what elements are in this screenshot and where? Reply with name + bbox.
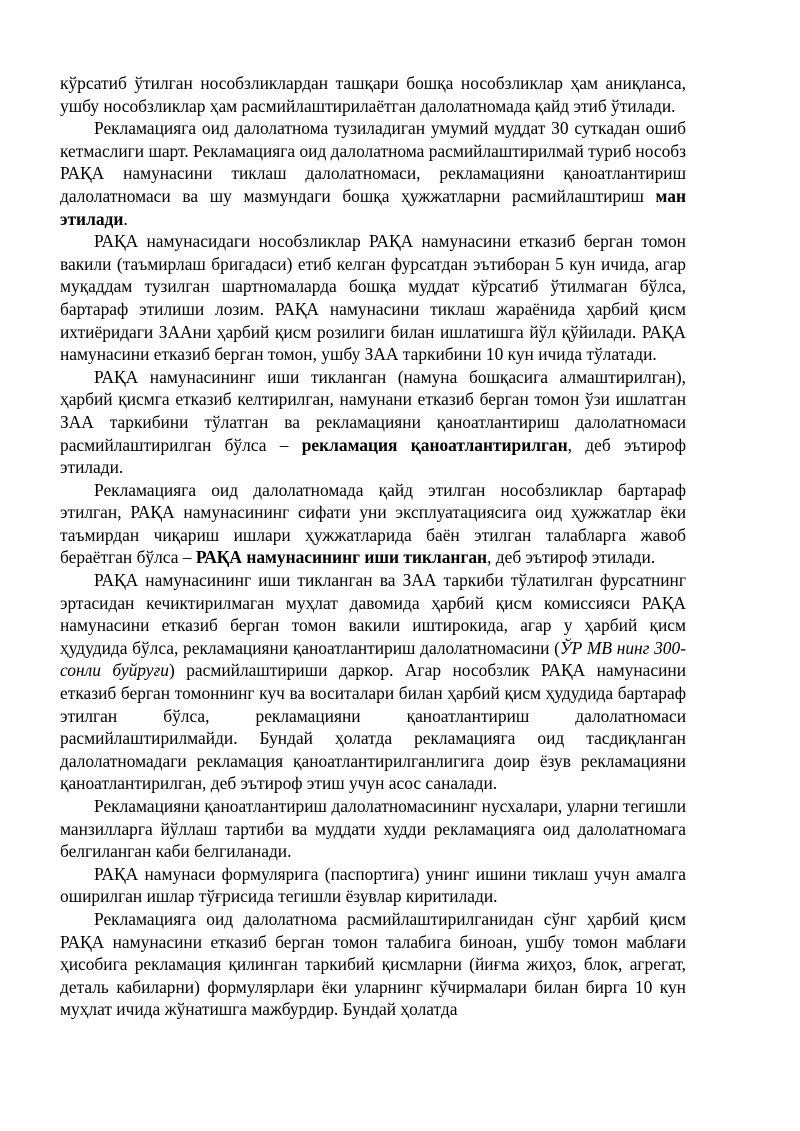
- text-segment: РАҚА намунасининг иши тикланган ва ЗАА таркиби тўлатилган фурсатнинг эртасидан кечиктирилмаган муҳлат давомида ҳарбий қисм комиссияси РАҚА намунасини етказиб берган томон вакили иштирокида, агар у ҳарбий қисм ҳудудида бўлса, рекламацияни қаноатлантириш далолатномасини (: [60, 570, 686, 658]
- emphasis-bold: РАҚА намунасининг иши тикланган: [195, 547, 488, 568]
- emphasis-italic: ЎР МВ нинг 300-сонли буйруғи: [60, 637, 686, 681]
- text-segment: РАҚА намунасидаги нособзликлар РАҚА намунасини етказиб берган томон вакили (таъмирлаш бригадаси) етиб келган фурсатдан эътиборан 5 кун ичида, агар муқаддам тузилган шартномаларда бошқа муддат кўрсатиб ўтилмаган бўлса, бартараф этилиши лозим. РАҚА намунасини тиклаш жараёнида ҳарбий қисм ихтиёридаги ЗААни ҳарбий қисм розилиги билан ишлатишга йўл қўйилади. РАҚА намунасини етказиб берган томон, ушбу ЗАА таркибини 10 кун ичида тўлатади.: [60, 231, 686, 365]
- paragraph: [60, 863, 686, 908]
- text-segment: ) расмийлаштириши даркор. Агар нособзлик РАҚА намунасини етказиб берган томоннинг куч ва воситалари билан ҳарбий қисм ҳудудида бартараф этилган бўлса, рекламацияни қаноатлантириш далолатномаси расмийлаштирилмайди. Бундай ҳолатда рекламацияга оид тасдиқланган далолатномадаги рекламация қаноатлантирилганлигига доир ёзув рекламацияни қаноатлантирилган, деб эътироф этиш учун асос саналади.: [60, 660, 686, 794]
- text-segment: РАҚА намунасининг иши тикланган (намуна бошқасига алмаштирилган), ҳарбий қисмга етказиб келтирилган, намунани етказиб берган томон ўзи ишлатган ЗАА таркибини тўлатган ва рекламацияни қаноатлантириш далолатномаси расмийлаштирилган бўлса –: [60, 366, 686, 455]
- text-segment: Рекламацияга оид далолатнома тузиладиган умумий муддат 30 суткадан ошиб кетмаслиги шарт. Рекламацияга оид далолатнома расмийлаштирилмай туриб нособз РАҚА намунасини тиклаш далолатномаси, рекламацияни қаноатлантириш далолатномаси ва шу мазмундаги бошқа ҳужжатларни расмийлаштириш: [60, 118, 686, 206]
- text-segment: , деб эътироф этилади.: [60, 434, 686, 478]
- paragraph: [60, 366, 686, 479]
- text-segment: РАҚА намунаси формулярига (паспортига) унинг ишини тиклаш учун амалга оширилган ишлар тўғрисида тегишли ёзувлар киритилади.: [60, 863, 686, 907]
- text-segment: Рекламацияга оид далолатнома расмийлаштирилганидан сўнг ҳарбий қисм РАҚА намунасини етказиб берган томон талабига биноан, ушбу томон маблағи ҳисобига рекламация қилинган таркибий қисмларни (йиғма жиҳоз, блок, агрегат, деталь кабиларни) формулярлари ёки уларнинг кўчирмалари билан бирга 10 кун муҳлат ичида жўнатишга мажбурдир. Бундай ҳолатда: [60, 908, 686, 1020]
- emphasis-bold: рекламация қаноатлантирилган: [301, 434, 568, 455]
- emphasis-bold: ман этилади: [60, 185, 686, 229]
- paragraph: [60, 230, 686, 366]
- paragraph: [60, 72, 686, 117]
- document-page: [60, 72, 686, 1021]
- text-segment: , деб эътироф этилади.: [487, 547, 656, 568]
- text-segment: Рекламацияга оид далолатномада қайд этилган нособзликлар бартараф этилган, РАҚА намунасининг сифати уни эксплуатациясига оид ҳужжатлар ёки таъмирдан чиқариш ишлари ҳужжатларида баён этилган талабларга жавоб бераётган бўлса –: [60, 479, 686, 568]
- paragraph: [60, 479, 686, 569]
- paragraph: [60, 117, 686, 230]
- text-segment: Рекламацияни қаноатлантириш далолатномасининг нусхалари, уларни тегишли манзилларга йўллаш тартиби ва муддати худди рекламацияга оид далолатномага белгиланган каби белгиланади.: [60, 796, 686, 862]
- text-segment: кўрсатиб ўтилган нособзликлардан ташқари бошқа нособзликлар ҳам аниқланса, ушбу нособзликлар ҳам расмийлаштирилаётган далолатномада қайд этиб ўтилади.: [60, 73, 686, 116]
- text-segment: .: [123, 208, 128, 229]
- paragraph: [60, 569, 686, 795]
- paragraph: [60, 795, 686, 863]
- paragraph: [60, 908, 686, 1021]
